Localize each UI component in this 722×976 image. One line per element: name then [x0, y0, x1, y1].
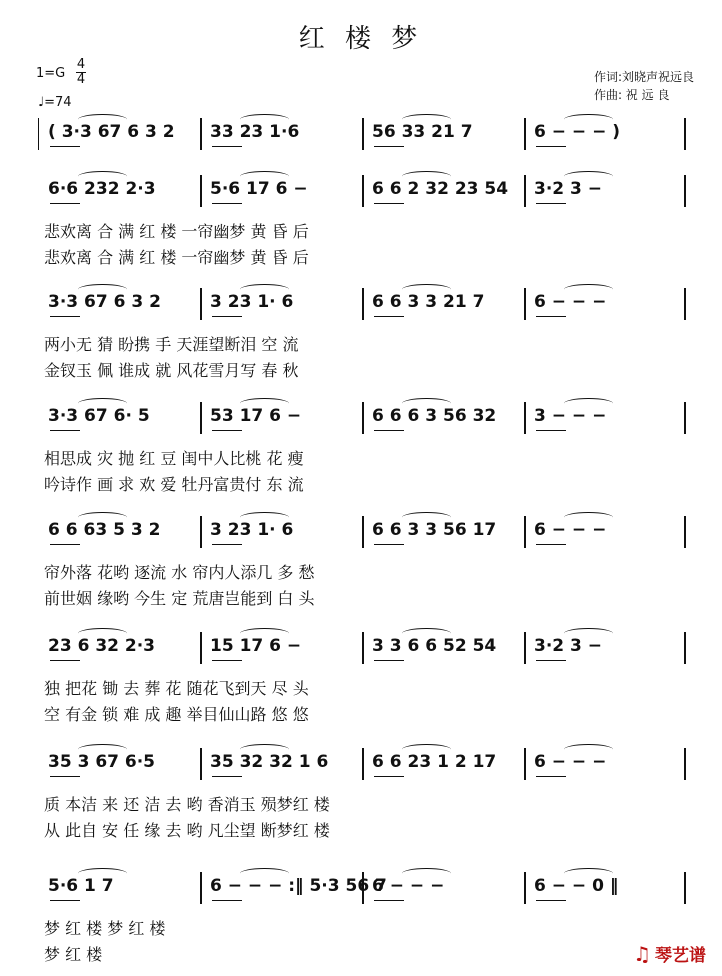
measure: 53 17 6 − [210, 406, 302, 426]
measure: ( 3·3 67 6 3 2 [48, 122, 175, 142]
lyric-line: 金钗玉 佩 谁成 就 风花雪月写 春 秋 [44, 361, 299, 380]
slur-arc [78, 628, 127, 639]
slur-arc [78, 744, 127, 755]
beam-underline [374, 203, 404, 204]
slur-arc [402, 398, 451, 409]
measure: 35 32 32 1 6 [210, 752, 329, 772]
beam-underline [50, 430, 80, 431]
slur-arc [240, 868, 289, 879]
measure: 6 − − − [534, 292, 607, 312]
time-top: 4 [76, 57, 86, 72]
slur-arc [78, 284, 127, 295]
slur-arc [78, 114, 127, 125]
measure: 56 33 21 7 [372, 122, 473, 142]
beam-underline [50, 900, 80, 901]
measure: 6·6 232 2·3 [48, 179, 156, 199]
beam-underline [50, 544, 80, 545]
key-signature [36, 66, 65, 81]
measure: 5·6 17 6 − [210, 179, 308, 199]
slur-arc [564, 284, 613, 295]
tempo-mark: ♩=74 [38, 95, 72, 110]
beam-underline [212, 430, 242, 431]
credits [594, 68, 694, 104]
beam-underline [374, 430, 404, 431]
beam-underline [50, 203, 80, 204]
slur-arc [240, 171, 289, 182]
beam-underline [212, 203, 242, 204]
beam-underline [536, 316, 566, 317]
measure: 6 6 63 5 3 2 [48, 520, 161, 540]
measure: 23 6 32 2·3 [48, 636, 156, 656]
lyric-line: 前世姻 缘哟 今生 定 荒唐岂能到 白 头 [44, 589, 315, 608]
song-title: 红 楼 梦 [298, 24, 424, 54]
lyric-line: 从 此自 安 任 缘 去 哟 凡尘望 断梦红 楼 [44, 821, 330, 840]
measure: 6 6 3 3 56 17 [372, 520, 497, 540]
slur-arc [240, 628, 289, 639]
beam-underline [50, 776, 80, 777]
beam-underline [536, 146, 566, 147]
site-logo [633, 941, 706, 966]
measure: 6 − − − [534, 520, 607, 540]
beam-underline [50, 660, 80, 661]
measure: 3·3 67 6· 5 [48, 406, 150, 426]
measure: 6 − − − :‖ 5·3 56 7 [210, 876, 387, 896]
measure: 3·2 3 − [534, 179, 603, 199]
measure: 6 6 6 3 56 32 [372, 406, 497, 426]
slur-arc [402, 114, 451, 125]
measure: 33 23 1·6 [210, 122, 300, 142]
beam-underline [50, 316, 80, 317]
time-signature [76, 58, 86, 87]
notation-line [38, 292, 686, 318]
lyric-line: 相思成 灾 抛 红 豆 闺中人比桃 花 瘦 [44, 449, 304, 468]
measure: 3·3 67 6 3 2 [48, 292, 161, 312]
beam-underline [536, 776, 566, 777]
slur-arc [240, 512, 289, 523]
beam-underline [212, 660, 242, 661]
lyric-line: 质 本洁 来 还 洁 去 哟 香消玉 殒梦红 楼 [44, 795, 330, 814]
notation-line [38, 122, 686, 148]
beam-underline [212, 544, 242, 545]
beam-underline [536, 430, 566, 431]
lyric-line: 悲欢离 合 满 红 楼 一帘幽梦 黄 昏 后 [44, 222, 309, 241]
measure: 35 3 67 6·5 [48, 752, 156, 772]
beam-underline [50, 146, 80, 147]
slur-arc [564, 171, 613, 182]
slur-arc [564, 114, 613, 125]
beam-underline [374, 316, 404, 317]
lyric-line: 吟诗作 画 求 欢 爱 牡丹富贵付 东 流 [44, 475, 304, 494]
slur-arc [564, 398, 613, 409]
slur-arc [402, 868, 451, 879]
measure: 6 − − − [372, 876, 445, 896]
measure: 6 6 23 1 2 17 [372, 752, 497, 772]
slur-arc [78, 398, 127, 409]
beam-underline [374, 146, 404, 147]
lyric-line: 悲欢离 合 满 红 楼 一帘幽梦 黄 昏 后 [44, 248, 309, 267]
slur-arc [402, 744, 451, 755]
beam-underline [536, 900, 566, 901]
slur-arc [78, 868, 127, 879]
beam-underline [374, 544, 404, 545]
measure: 3 − − − [534, 406, 607, 426]
lyric-line: 梦 红 楼 [44, 945, 103, 964]
notation-line [38, 179, 686, 205]
lyric-line: 空 有金 锁 难 成 趣 举目仙山路 悠 悠 [44, 705, 309, 724]
slur-arc [402, 628, 451, 639]
beam-underline [212, 776, 242, 777]
beam-underline [536, 203, 566, 204]
measure: 15 17 6 − [210, 636, 302, 656]
measure: 3 3 6 6 52 54 [372, 636, 497, 656]
notation-line [38, 406, 686, 432]
measure: 5·6 1 7 [48, 876, 114, 896]
measure: 6 6 2 32 23 54 [372, 179, 509, 199]
measure: 3 23 1· 6 [210, 520, 294, 540]
lyric-line: 两小无 猜 盼携 手 天涯望断泪 空 流 [44, 335, 299, 354]
slur-arc [78, 512, 127, 523]
measure: 6 − − 0 ‖ [534, 876, 619, 896]
slur-arc [240, 744, 289, 755]
logo-icon: ♫ [633, 942, 651, 966]
beam-underline [536, 660, 566, 661]
notation-line [38, 876, 686, 902]
notation-line [38, 520, 686, 546]
notation-line [38, 752, 686, 778]
notation-line [38, 636, 686, 662]
measure: 6 6 3 3 21 7 [372, 292, 485, 312]
time-bottom: 4 [76, 72, 86, 87]
beam-underline [536, 544, 566, 545]
lyric-line: 独 把花 锄 去 葬 花 随花飞到天 尽 头 [44, 679, 309, 698]
measure: 3·2 3 − [534, 636, 603, 656]
composer: 作曲: 祝 远 良 [593, 88, 670, 102]
measure: 6 − − − [534, 752, 607, 772]
slur-arc [564, 744, 613, 755]
beam-underline [212, 146, 242, 147]
beam-underline [212, 316, 242, 317]
slur-arc [78, 171, 127, 182]
lyricist: 作词:刘晓声祝远良 [593, 70, 694, 84]
slur-arc [240, 284, 289, 295]
beam-underline [374, 776, 404, 777]
beam-underline [212, 900, 242, 901]
slur-arc [240, 398, 289, 409]
slur-arc [402, 171, 451, 182]
slur-arc [402, 284, 451, 295]
beam-underline [374, 660, 404, 661]
slur-arc [564, 628, 613, 639]
beam-underline [374, 900, 404, 901]
slur-arc [564, 512, 613, 523]
lyric-line: 帘外落 花哟 逐流 水 帘内人添几 多 愁 [44, 563, 315, 582]
slur-arc [240, 114, 289, 125]
slur-arc [402, 512, 451, 523]
logo-text: 琴艺谱 [655, 946, 706, 966]
measure: 3 23 1· 6 [210, 292, 294, 312]
slur-arc [564, 868, 613, 879]
lyric-line: 梦 红 楼 梦 红 楼 [44, 919, 166, 938]
measure: 6 − − − ) [534, 122, 621, 142]
key-label: 1=G [36, 66, 66, 81]
